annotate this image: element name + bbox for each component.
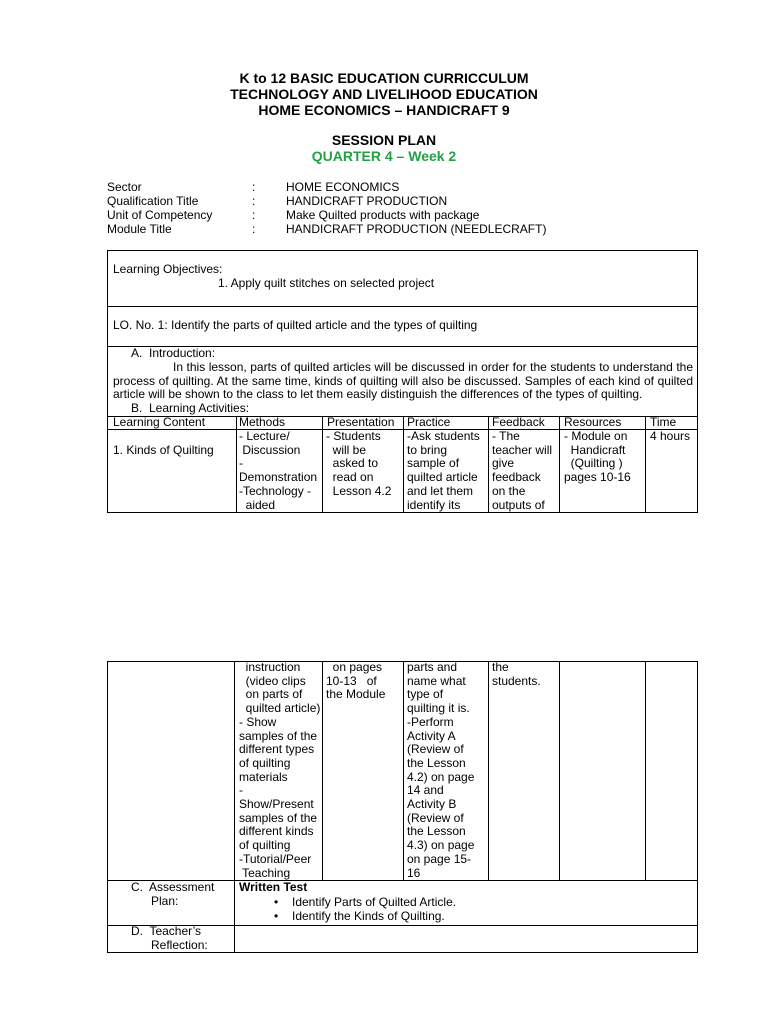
cell-feedback: - The teacher will give feedback on the outputs of <box>492 429 553 512</box>
info-colon: : <box>252 208 256 222</box>
cell-methods-continued: instruction (video clips on parts of quilted article) - Show samples of the different types of quilting materials - Show/Present samples of the different kinds of quilting -Tutorial/Peer Teaching <box>239 660 321 880</box>
learning-outcome: LO. No. 1: Identify the parts of quilted article and the types of quilting <box>113 318 478 332</box>
info-value-sector: HOME ECONOMICS <box>286 180 400 194</box>
column-divider <box>322 661 323 880</box>
column-divider <box>488 661 489 880</box>
quarter-week-title: QUARTER 4 – Week 2 <box>311 148 457 164</box>
subject-title: TECHNOLOGY AND LIVELIHOOD EDUCATION <box>230 86 538 102</box>
cell-presentation: - Students will be asked to read on Lesson 4.2 <box>326 429 392 498</box>
objective-item: 1. Apply quilt stitches on selected project <box>218 276 435 290</box>
info-colon: : <box>252 180 256 194</box>
learning-activities-heading: B. Learning Activities: <box>131 401 250 415</box>
cell-presentation-continued: on pages 10-13 of the Module <box>326 660 386 702</box>
column-header-time: Time <box>650 415 677 429</box>
info-value-unit: Make Quilted products with package <box>286 208 480 222</box>
info-label-module: Module Title <box>107 222 172 236</box>
column-divider <box>403 661 404 880</box>
column-divider <box>645 416 646 513</box>
info-label-sector: Sector <box>107 180 142 194</box>
info-label-unit: Unit of Competency <box>107 208 213 222</box>
column-header-practice: Practice <box>407 415 451 429</box>
column-divider <box>234 661 235 953</box>
cell-time: 4 hours <box>650 429 691 443</box>
column-header-feedback: Feedback <box>492 415 545 429</box>
info-value-qualification: HANDICRAFT PRODUCTION <box>286 194 448 208</box>
column-divider <box>559 416 560 513</box>
curriculum-title: K to 12 BASIC EDUCATION CURRICCULUM <box>239 70 529 86</box>
info-label-qualification: Qualification Title <box>107 194 199 208</box>
cell-content-kinds: 1. Kinds of Quilting <box>113 443 214 457</box>
info-value-module: HANDICRAFT PRODUCTION (NEEDLECRAFT) <box>286 222 547 236</box>
assessment-item: • Identify the Kinds of Quilting. <box>274 909 456 923</box>
objectives-heading: Learning Objectives: <box>113 262 223 276</box>
introduction-text: In this lesson, parts of quilted articles will be discussed in order for the students to understand the process of quilting. At the same time, kinds of quilting will also be discussed. Samples of each kind of quilted article will be shown to the class to let them easily distinguish the differences of the types of quilting. <box>113 360 693 401</box>
row-divider <box>107 306 698 307</box>
reflection-label: D. Teacher’s Reflection: <box>131 924 208 952</box>
column-divider <box>236 416 237 513</box>
column-divider <box>645 661 646 880</box>
column-header-presentation: Presentation <box>327 415 395 429</box>
session-plan-title: SESSION PLAN <box>331 132 437 148</box>
cell-methods: - Lecture/ Discussion - Demonstration -Technology - aided <box>239 429 318 512</box>
assessment-item: • Identify Parts of Quilted Article. <box>274 895 456 909</box>
column-divider <box>559 661 560 880</box>
info-colon: : <box>252 222 256 236</box>
course-title: HOME ECONOMICS – HANDICRAFT 9 <box>258 102 510 118</box>
column-header-resources: Resources <box>564 415 622 429</box>
column-divider <box>403 416 404 513</box>
column-divider <box>322 416 323 513</box>
assessment-label: C. Assessment Plan: <box>131 880 215 908</box>
cell-resources: - Module on Handicraft (Quilting ) pages 10-16 <box>564 429 631 485</box>
assessment-title: Written Test <box>239 880 308 894</box>
cell-feedback-continued: the students. <box>492 660 541 688</box>
cell-practice-continued: parts and name what type of quilting it is. -Perform Activity A (Review of the Lesson 4.2) on page 14 and Activity B (Review of the Lesson 4.3) on page on page 15- 16 <box>407 660 475 880</box>
introduction-heading: A. Introduction: <box>131 346 216 360</box>
column-header-methods: Methods <box>239 415 286 429</box>
column-header-content: Learning Content <box>113 415 206 429</box>
cell-practice: -Ask students to bring sample of quilted article and let them identify its <box>407 429 480 512</box>
assessment-list <box>274 895 456 923</box>
column-divider <box>488 416 489 513</box>
info-colon: : <box>252 194 256 208</box>
